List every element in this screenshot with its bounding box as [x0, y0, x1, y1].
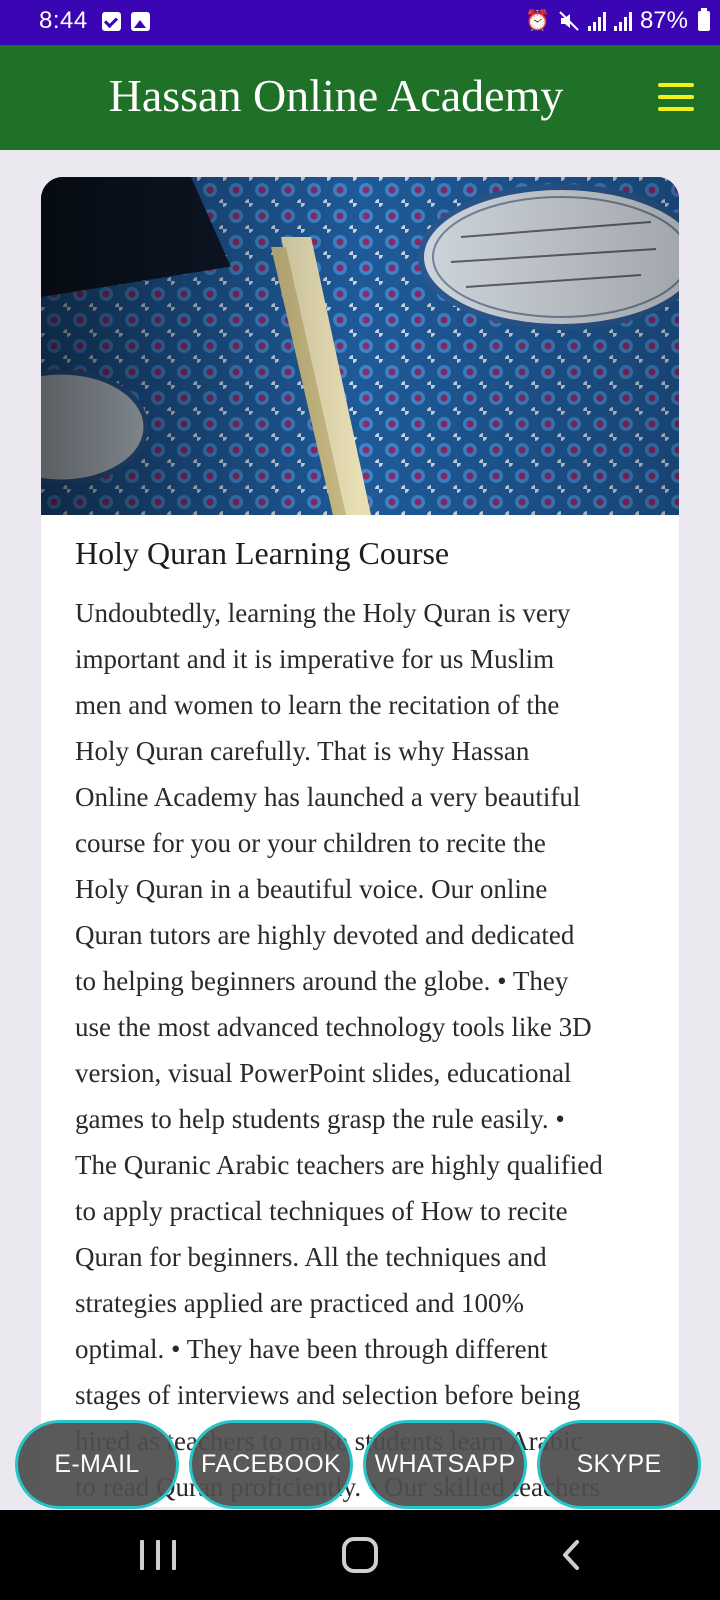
status-bar	[0, 0, 720, 45]
recents-icon[interactable]	[140, 1540, 176, 1570]
back-icon[interactable]	[557, 1540, 587, 1570]
signal-icon	[614, 11, 632, 31]
alarm-icon: ⏰	[525, 10, 550, 32]
course-card	[41, 177, 679, 1507]
check-icon	[102, 12, 121, 31]
description-line: stages of interviews and selection before being	[75, 1380, 581, 1410]
description-line: optimal. • They have been through different	[75, 1334, 548, 1364]
home-icon[interactable]	[342, 1537, 378, 1573]
description-line: to apply practical techniques of How to recite	[75, 1196, 568, 1226]
hamburger-menu-icon[interactable]	[658, 83, 694, 111]
course-description	[75, 590, 645, 1507]
description-line: strategies applied are practiced and 100%	[75, 1288, 525, 1318]
description-line: course for you or your children to recite the	[75, 828, 546, 858]
quran-book-image	[41, 177, 679, 515]
description-line: version, visual PowerPoint slides, educational	[75, 1058, 572, 1088]
description-line: Quran	[155, 1472, 224, 1502]
description-line: Holy Quran carefully. That is why Hassan	[75, 736, 530, 766]
whatsapp-button[interactable]: WHATSAPP	[363, 1420, 527, 1509]
description-line: games to help students grasp the rule easily. •	[75, 1104, 565, 1134]
description-line: Online Academy has launched a very beautiful	[75, 782, 581, 812]
skype-button[interactable]: SKYPE	[537, 1420, 701, 1509]
description-line: Holy Quran in a beautiful voice. Our online	[75, 874, 548, 904]
navigation-bar	[0, 1510, 720, 1600]
facebook-button[interactable]: FACEBOOK	[189, 1420, 353, 1509]
mute-icon	[558, 10, 580, 32]
app-header	[0, 45, 720, 150]
description-line: to helping beginners around the globe. • They	[75, 966, 569, 996]
description-line: important and it is imperative for us Muslim	[75, 644, 555, 674]
course-title: Holy Quran Learning Course	[75, 535, 450, 571]
description-line: use the most advanced technology tools like 3D	[75, 1012, 592, 1042]
description-line: The Quranic Arabic teachers are highly qualified	[75, 1150, 603, 1180]
description-line: men and women to learn the recitation of the	[75, 690, 560, 720]
description-line: Undoubtedly, learning the Holy Quran is very	[75, 598, 571, 628]
description-line: Quran tutors are highly devoted and dedicated	[75, 920, 575, 950]
battery-icon	[698, 11, 710, 31]
email-button[interactable]: E-MAIL	[15, 1420, 179, 1509]
quran-illustration	[41, 177, 679, 515]
app-title: Hassan Online Academy	[108, 70, 564, 121]
status-time: 8:44	[39, 7, 88, 34]
battery-percent: 87%	[639, 7, 688, 34]
gallery-icon	[131, 12, 150, 31]
description-line: Quran for beginners. All the techniques and	[75, 1242, 547, 1272]
signal-icon	[588, 11, 606, 31]
